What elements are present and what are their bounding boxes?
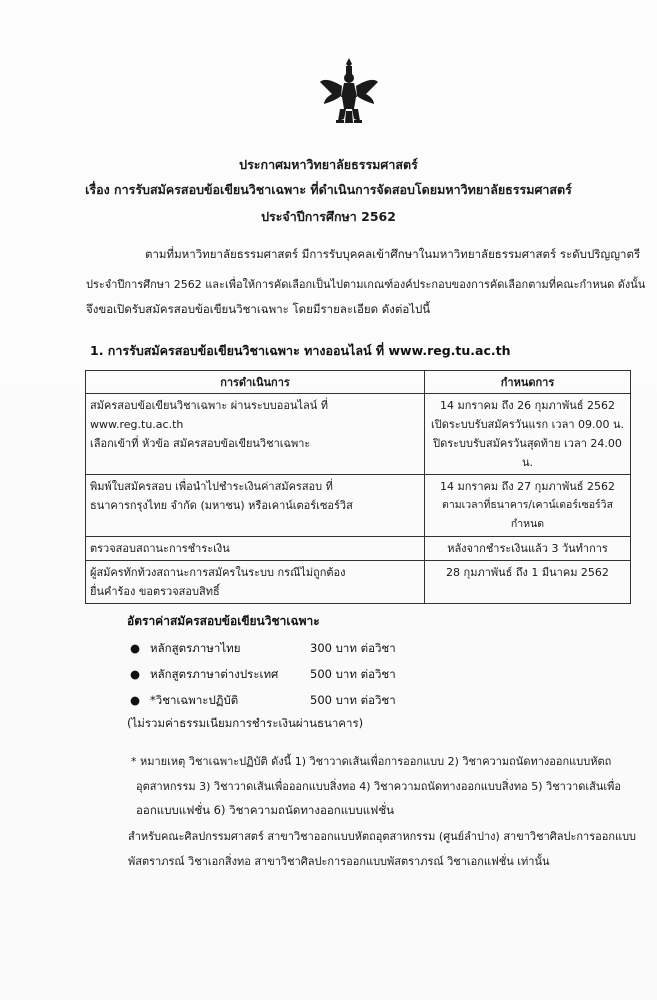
fee-item <box>130 692 396 710</box>
fee-footnote: (ไม่รวมค่าธรรมเนียมการชำระเงินผ่านธนาคาร) <box>127 716 364 730</box>
cell-text: ธนาคารกรุงไทย จำกัด (มหาชน) หรือเคาน์เตอร์เซอร์วิส <box>90 499 353 512</box>
cell-text: สมัครสอบข้อเขียนวิชาเฉพาะ ผ่านระบบออนไลน์ ที่ <box>90 399 329 412</box>
bullet-icon: ● <box>130 667 141 681</box>
bullet-icon: ● <box>130 641 141 655</box>
table-cell-schedule <box>425 475 631 537</box>
cell-text: ผู้สมัครทักท้วงสถานะการสมัครในระบบ กรณีไม่ถูกต้อง <box>90 566 346 579</box>
cell-text: ตรวจสอบสถานะการชำระเงิน <box>90 542 230 555</box>
fee-name: หลักสูตรภาษาต่างประเทศ <box>150 667 279 681</box>
cell-text: 14 มกราคม ถึง 27 กุมภาพันธ์ 2562 <box>440 480 615 493</box>
remark-line-2: อุตสาหกรรม 3) วิชาวาดเส้นเพื่อออกแบบสิ่งทอ 4) วิชาความถนัดทางออกแบบสิ่งทอ 5) วิชาวาดเส้นเพื่อ <box>136 780 621 793</box>
table-row <box>86 561 631 604</box>
cell-text: 14 มกราคม ถึง 26 กุมภาพันธ์ 2562 <box>440 399 615 412</box>
intro-line-2: ประจำปีการศึกษา 2562 และเพื่อให้การคัดเลือกเป็นไปตามเกณฑ์องค์ประกอบของการคัดเลือกตามที่คณะกำหนด ดังนั้น <box>86 278 646 291</box>
fee-price: 300 บาท ต่อวิชา <box>310 641 396 655</box>
academic-year: ประจำปีการศึกษา 2562 <box>261 209 396 224</box>
column-header-action: การดำเนินการ <box>86 371 425 394</box>
cell-text: หลังจากชำระเงินแล้ว 3 วันทำการ <box>447 542 608 555</box>
section-1-heading: 1. การรับสมัครสอบข้อเขียนวิชาเฉพาะ ทางออนไลน์ ที่ www.reg.tu.ac.th <box>90 343 511 358</box>
column-header-schedule: กำหนดการ <box>425 371 631 394</box>
cell-text: 28 กุมภาพันธ์ ถึง 1 มีนาคม 2562 <box>446 566 609 579</box>
table-row <box>86 394 631 475</box>
cell-text: พิมพ์ใบสมัครสอบ เพื่อนำไปชำระเงินค่าสมัครสอบ ที่ <box>90 480 333 493</box>
table-cell-action <box>86 475 425 537</box>
table-header-row <box>86 371 631 394</box>
announcement-subject: เรื่อง การรับสมัครสอบข้อเขียนวิชาเฉพาะ ที่ดำเนินการจัดสอบโดยมหาวิทยาลัยธรรมศาสตร์ <box>85 182 572 197</box>
remark-line-1: * หมายเหตุ วิชาเฉพาะปฏิบัติ ดังนี้ 1) วิชาวาดเส้นเพื่อการออกแบบ 2) วิชาความถนัดทางออกแบบหัตถ <box>131 755 612 768</box>
table-cell-action <box>86 394 425 475</box>
cell-text: เลือกเข้าที่ หัวข้อ สมัครสอบข้อเขียนวิชาเฉพาะ <box>90 437 311 450</box>
fee-item <box>130 640 396 658</box>
cell-text: www.reg.tu.ac.th <box>90 418 184 431</box>
cell-text: ปิดระบบรับสมัครวันสุดท้าย เวลา 24.00 น. <box>433 437 622 469</box>
announcement-title: ประกาศมหาวิทยาลัยธรรมศาสตร์ <box>239 157 418 172</box>
remark-line-5: พัสตราภรณ์ วิชาเอกสิ่งทอ สาขาวิชาศิลปะการออกแบบพัสตราภรณ์ วิชาเอกแฟชั่น เท่านั้น <box>128 855 550 868</box>
table-cell-schedule <box>425 537 631 561</box>
table-row <box>86 537 631 561</box>
table-cell-action <box>86 537 425 561</box>
fees-title: อัตราค่าสมัครสอบข้อเขียนวิชาเฉพาะ <box>127 614 320 628</box>
fee-price: 500 บาท ต่อวิชา <box>310 693 396 707</box>
table-cell-schedule <box>425 394 631 475</box>
bullet-icon: ● <box>130 693 141 707</box>
cell-text: ตามเวลาที่ธนาคาร/เคาน์เตอร์เซอร์วิสกำหนด <box>442 499 613 530</box>
table-cell-action <box>86 561 425 604</box>
cell-text: ยื่นคำร้อง ขอตรวจสอบสิทธิ์ <box>90 585 220 598</box>
cell-text: เปิดระบบรับสมัครวันแรก เวลา 09.00 น. <box>431 418 624 431</box>
intro-line-3: จึงขอเปิดรับสมัครสอบข้อเขียนวิชาเฉพาะ โดยมีรายละเอียด ดังต่อไปนี้ <box>86 302 431 316</box>
garuda-emblem-icon <box>318 56 380 130</box>
remark-line-4: สำหรับคณะศิลปกรรมศาสตร์ สาขาวิชาออกแบบหัตถอุตสาหกรรม (ศูนย์ลำปาง) สาขาวิชาศิลปะการออกแบบ <box>128 830 637 843</box>
table-cell-schedule <box>425 561 631 604</box>
intro-line-1: ตามที่มหาวิทยาลัยธรรมศาสตร์ มีการรับบุคคลเข้าศึกษาในมหาวิทยาลัยธรรมศาสตร์ ระดับปริญญาตรี <box>145 247 641 261</box>
fee-item <box>130 666 396 684</box>
fee-price: 500 บาท ต่อวิชา <box>310 667 396 681</box>
table-row <box>86 475 631 537</box>
remark-line-3: ออกแบบแฟชั่น 6) วิชาความถนัดทางออกแบบแฟชั่น <box>136 803 394 817</box>
fee-name: *วิชาเฉพาะปฏิบัติ <box>150 693 239 707</box>
schedule-table <box>85 370 631 604</box>
fee-name: หลักสูตรภาษาไทย <box>150 641 241 655</box>
